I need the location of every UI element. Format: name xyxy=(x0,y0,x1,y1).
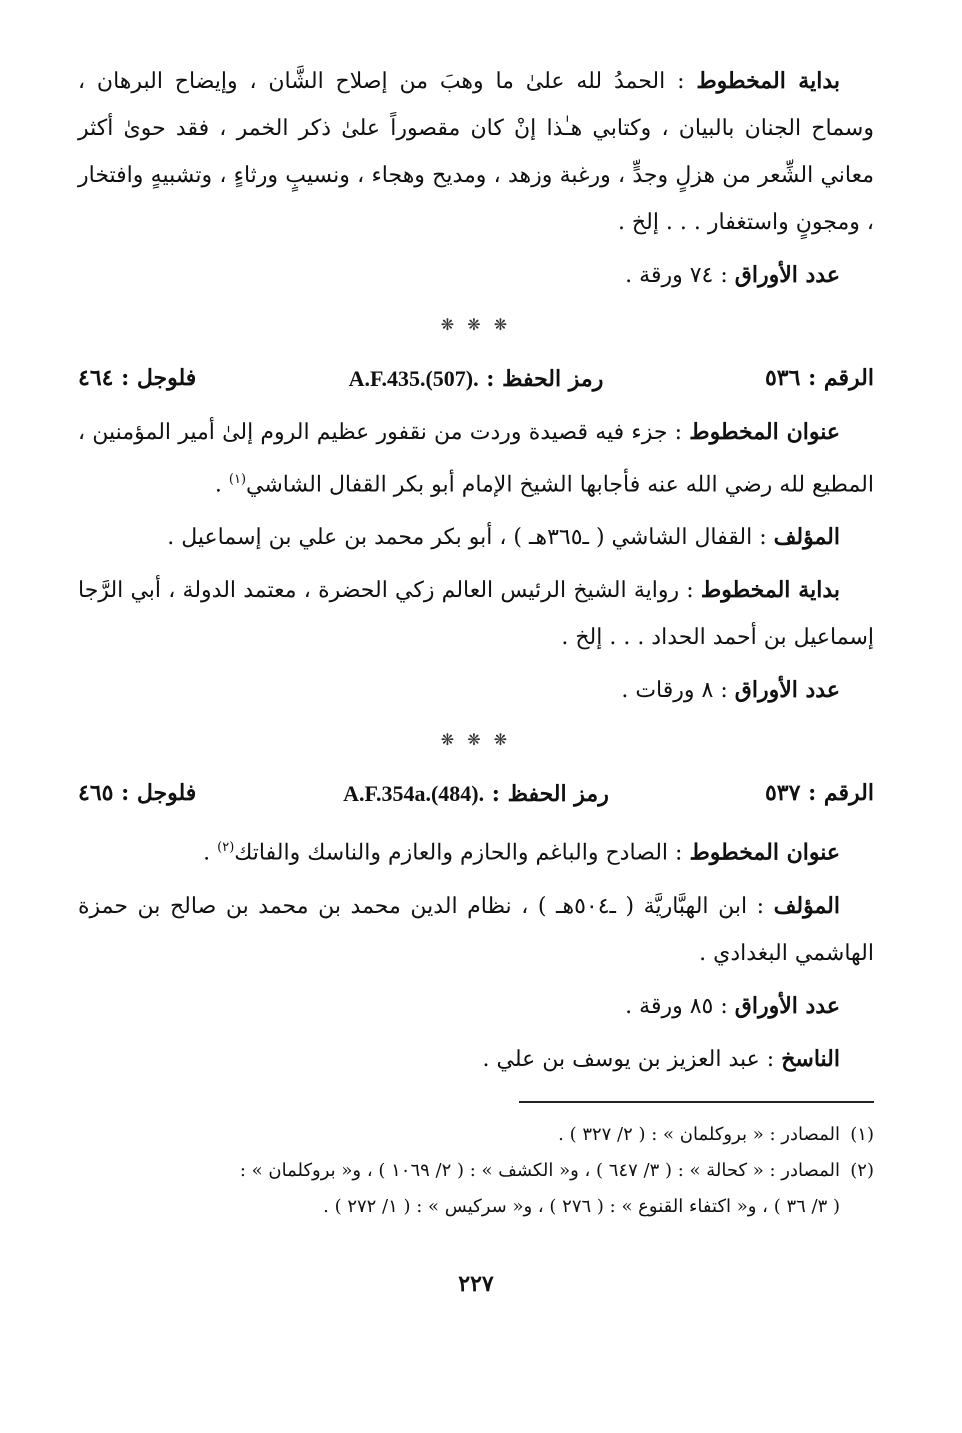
footnote-continuation: ( ٣/ ٣٦ ) ، و« اكتفاء القنوع » : ( ٢٧٦ ) ، و« سركيس » : ( ١/ ٢٧٢ ) . xyxy=(323,1195,840,1217)
title-label: عنوان المخطوط xyxy=(689,839,840,866)
page-number: ٢٢٧ xyxy=(458,1270,494,1297)
shelf-mark xyxy=(218,355,734,403)
section-separator: ❋ ❋ ❋ xyxy=(440,730,512,750)
manuscript-start-paragraph xyxy=(78,567,874,661)
footnote-text: المصادر : « بروكلمان » : ( ٢/ ٣٢٧ ) . xyxy=(558,1123,840,1145)
entry-header-536 xyxy=(78,355,874,403)
footnote-marker: (٢) xyxy=(217,840,235,856)
manuscript-start-paragraph xyxy=(78,58,874,246)
manuscript-title-paragraph xyxy=(78,824,874,876)
start-text: : رواية الشيخ الرئيس العالم زكي الحضرة ، معتمد الدولة ، أبي الرَّجا إسماعيل بن أحمد الحداد . . . إلخ . xyxy=(78,578,874,651)
footnote-text: المصادر : « كحالة » : ( ٣/ ٦٤٧ ) ، و« الكشف » : ( ٢/ ١٠٦٩ ) ، و« بروكلمان » : xyxy=(239,1159,840,1181)
author-text: : القفال الشاشي ( ـ٣٦٥هـ ) ، أبو بكر محمد بن علي بن إسماعيل . xyxy=(167,525,774,551)
footnote-number: (١) xyxy=(850,1123,874,1145)
flugel-number: فلوجل : ٤٦٥ xyxy=(78,780,197,807)
shelf-code: A.F.354a.(484). xyxy=(343,781,485,807)
author-paragraph xyxy=(78,883,874,977)
copyist-label: الناسخ xyxy=(781,1045,840,1072)
shelf-code: A.F.435.(507). xyxy=(348,366,479,391)
entry-header-537 xyxy=(78,770,874,818)
section-separator: ❋ ❋ ❋ xyxy=(440,315,512,334)
title-end: . xyxy=(214,472,229,498)
entry-number: الرقم : ٥٣٦ xyxy=(764,365,874,391)
footnote-divider xyxy=(519,1101,874,1103)
leaves-label: عدد الأوراق xyxy=(734,262,840,288)
leaves-label: عدد الأوراق xyxy=(734,677,840,704)
footnote-marker: (١) xyxy=(228,472,247,487)
shelf-mark xyxy=(218,770,734,818)
leaves-label: عدد الأوراق xyxy=(734,992,840,1019)
leaves-count-line xyxy=(78,983,874,1030)
copyist-line xyxy=(78,1036,874,1083)
author-text: : ابن الهبَّاريَّة ( ـ٥٠٤هـ ) ، نظام الدين محمد بن محمد بن صالح بن حمزة الهاشمي البغدادي . xyxy=(78,893,874,966)
start-label: بداية المخطوط xyxy=(696,68,840,94)
footnote xyxy=(78,1117,874,1153)
leaves-text: : ٧٤ ورقة . xyxy=(625,263,735,288)
entry-number: الرقم : ٥٣٧ xyxy=(764,780,874,807)
manuscript-catalog-page xyxy=(78,58,874,1297)
copyist-text: : عبد العزيز بن يوسف بن علي . xyxy=(482,1046,782,1072)
shelf-label: رمز الحفظ : xyxy=(484,781,609,808)
title-text: : الصادح والباغم والحازم والعازم والناسك والفاتك xyxy=(234,840,690,866)
manuscript-title-paragraph xyxy=(78,409,874,508)
start-text: : الحمدُ لله علىٰ ما وهبَ من إصلاح الشَّان ، وإيضاح البرهان ، وسماح الجنان بالبيان ، وكتابي هـٰذا إنْ كان مقصوراً علىٰ ذكر الخمر ، فقد حوىٰ أكثر معاني الشِّعر من هزلٍ وجدٍّ ، ورغبة وزهد ، ومديح وهجاء ، ونسيبٍ ورثاءٍ ، وتشبيهٍ وافتخار ، ومجونٍ واستغفار . . . إلخ . xyxy=(78,69,874,235)
start-label: بداية المخطوط xyxy=(700,577,840,604)
author-label: المؤلف xyxy=(773,524,840,551)
footnote xyxy=(78,1153,874,1189)
title-text: : جزء فيه قصيدة وردت من نقفور عظيم الروم إلىٰ أمير المؤمنين ، المطيع لله رضي الله عنه فأجابها الشيخ الإمام أبو بكر القفال الشاشي xyxy=(78,420,874,498)
leaves-text: : ٨٥ ورقة . xyxy=(625,993,735,1019)
shelf-label: رمز الحفظ : xyxy=(478,366,604,392)
footnote-number: (٢) xyxy=(850,1159,874,1181)
title-label: عنوان المخطوط xyxy=(689,419,841,445)
leaves-count-line xyxy=(78,667,874,714)
author-label: المؤلف xyxy=(773,892,840,919)
title-end: . xyxy=(203,840,218,866)
leaves-text: : ٨ ورقات . xyxy=(621,678,735,704)
leaves-count-line xyxy=(78,252,874,299)
author-paragraph xyxy=(78,514,874,561)
flugel-number: فلوجل : ٤٦٤ xyxy=(78,365,197,391)
